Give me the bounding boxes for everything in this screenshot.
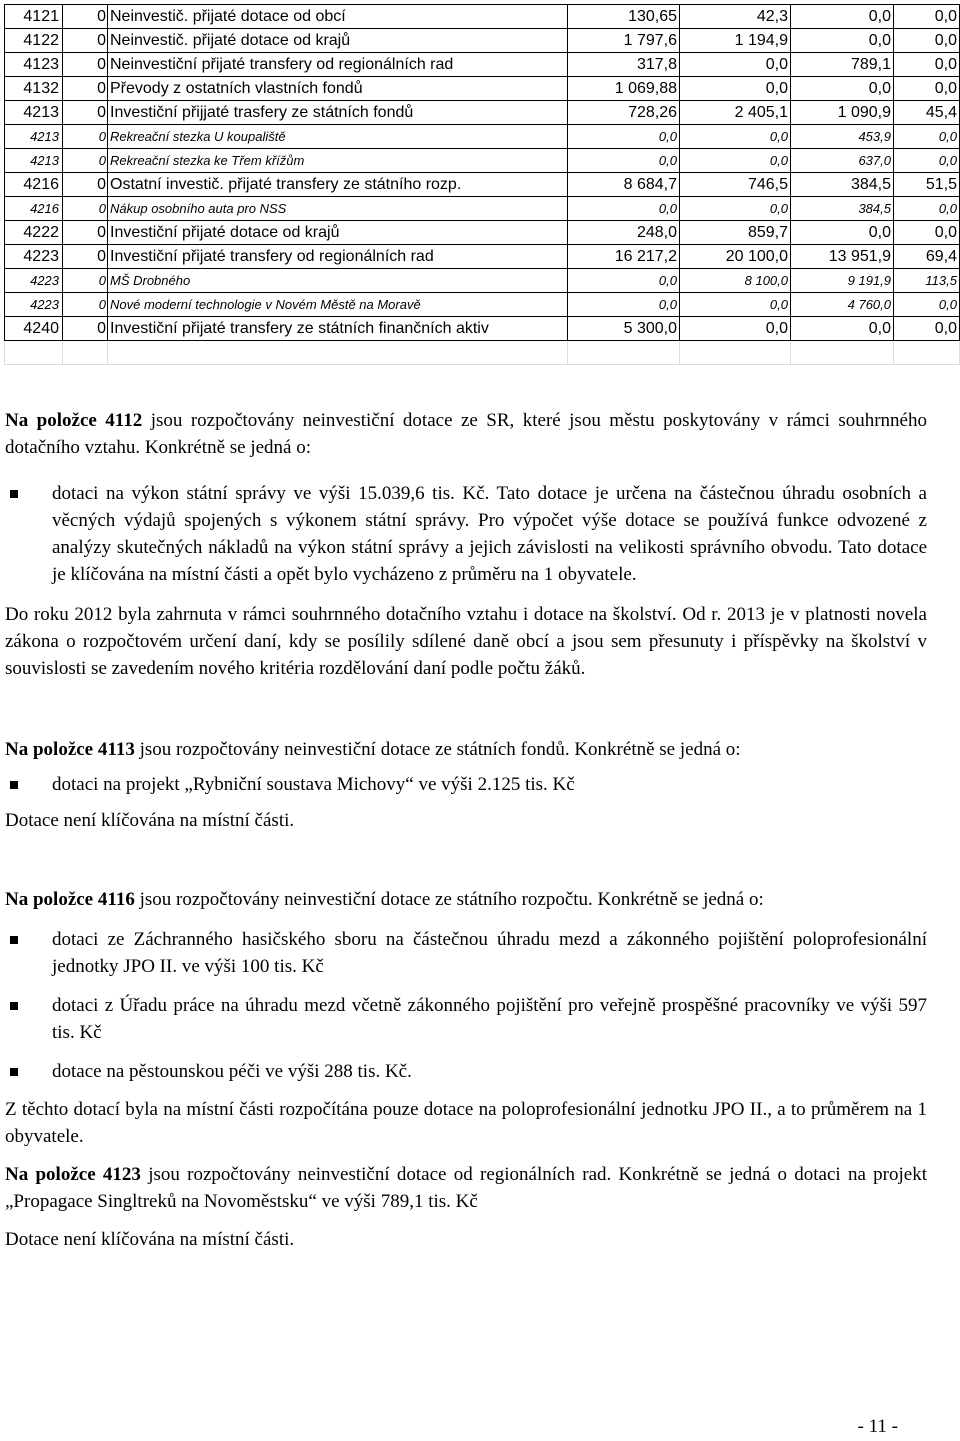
cell-value-2: 0,0 — [680, 77, 791, 101]
cell-paragraf: 4123 — [5, 53, 63, 77]
cell-value-1: 0,0 — [568, 197, 680, 221]
cell-paragraf: 4213 — [5, 101, 63, 125]
paragraph-text: jsou rozpočtovány neinvestiční dotace ze státního rozpočtu. Konkrétně se jedná o: — [134, 889, 764, 910]
cell-name: Neinvestiční přijaté transfery od regionálních rad — [108, 53, 568, 77]
cell-value-1: 1 069,88 — [568, 77, 680, 101]
cell-paragraf: 4122 — [5, 29, 63, 53]
cell-value-4: 0,0 — [894, 293, 960, 317]
cell-polozka: 0 — [63, 101, 108, 125]
bullet-icon — [10, 1002, 18, 1010]
table-cell-empty — [63, 341, 108, 365]
cell-value-4: 69,4 — [894, 245, 960, 269]
cell-value-2: 0,0 — [680, 125, 791, 149]
table-row — [5, 29, 960, 53]
cell-value-3: 13 951,9 — [791, 245, 894, 269]
cell-value-2: 859,7 — [680, 221, 791, 245]
paragraph-4112-note: Do roku 2012 byla zahrnuta v rámci souhrnného dotačního vztahu i dotace na školství. Od r. 2013 je v platnosti novela zákona o rozpočtovém určení daní, kdy se posílily sdílené daně obcí a jsou sem přesunuty i příspěvky na školství v souvislosti se zavedením nového kritéria rozdělování daní podle počtu žáků. — [5, 604, 927, 679]
list-item — [5, 926, 927, 980]
table-row — [5, 245, 960, 269]
cell-value-4: 0,0 — [894, 5, 960, 29]
cell-value-2: 20 100,0 — [680, 245, 791, 269]
bullet-list-4116 — [5, 926, 927, 1085]
cell-paragraf: 4240 — [5, 317, 63, 341]
cell-polozka: 0 — [63, 293, 108, 317]
cell-value-2: 0,0 — [680, 197, 791, 221]
cell-value-1: 8 684,7 — [568, 173, 680, 197]
list-item — [5, 1058, 927, 1085]
bullet-icon — [10, 781, 18, 789]
cell-value-2: 42,3 — [680, 5, 791, 29]
cell-polozka: 0 — [63, 77, 108, 101]
cell-polozka: 0 — [63, 269, 108, 293]
cell-value-1: 5 300,0 — [568, 317, 680, 341]
list-item-text: dotaci ze Záchranného hasičského sboru na částečnou úhradu mezd a zákonného pojištění poloprofesionální jednotky JPO II. ve výši 100 tis. Kč — [52, 929, 927, 977]
cell-value-4: 51,5 — [894, 173, 960, 197]
cell-value-2: 0,0 — [680, 53, 791, 77]
cell-value-2: 0,0 — [680, 149, 791, 173]
cell-value-4: 0,0 — [894, 197, 960, 221]
cell-polozka: 0 — [63, 29, 108, 53]
cell-name: Investiční přijaté transfery ze státních finančních aktiv — [108, 317, 568, 341]
cell-polozka: 0 — [63, 317, 108, 341]
list-item-text: dotace na pěstounskou péči ve výši 288 tis. Kč. — [52, 1061, 412, 1082]
cell-name: Investiční přijjaté trasfery ze státních fondů — [108, 101, 568, 125]
table-row-empty — [5, 341, 960, 365]
cell-value-4: 0,0 — [894, 77, 960, 101]
cell-value-2: 0,0 — [680, 317, 791, 341]
paragraph-text: jsou rozpočtovány neinvestiční dotace ze SR, které jsou městu poskytovány v rámci souhrnného dotačního vztahu. Konkrétně se jedná o: — [5, 410, 927, 458]
cell-value-1: 16 217,2 — [568, 245, 680, 269]
cell-value-3: 0,0 — [791, 317, 894, 341]
cell-name: Rekreační stezka U koupaliště — [108, 125, 568, 149]
cell-value-1: 728,26 — [568, 101, 680, 125]
cell-value-1: 1 797,6 — [568, 29, 680, 53]
cell-value-1: 0,0 — [568, 293, 680, 317]
cell-value-1: 0,0 — [568, 269, 680, 293]
document-body — [5, 407, 927, 1253]
cell-value-3: 0,0 — [791, 221, 894, 245]
paragraph-4123 — [5, 1161, 927, 1215]
cell-value-1: 248,0 — [568, 221, 680, 245]
table-row — [5, 125, 960, 149]
cell-value-3: 384,5 — [791, 173, 894, 197]
cell-polozka: 0 — [63, 5, 108, 29]
table-cell-empty — [791, 341, 894, 365]
cell-value-3: 0,0 — [791, 29, 894, 53]
cell-polozka: 0 — [63, 125, 108, 149]
cell-value-3: 637,0 — [791, 149, 894, 173]
table-row — [5, 197, 960, 221]
cell-name: Rekreační stezka ke Třem křížům — [108, 149, 568, 173]
paragraph-4112 — [5, 407, 927, 461]
cell-value-3: 1 090,9 — [791, 101, 894, 125]
cell-value-3: 4 760,0 — [791, 293, 894, 317]
paragraph-4116-note: Z těchto dotací byla na místní části rozpočítána pouze dotace na poloprofesionální jednotku JPO II., a to průměrem na 1 obyvatele. — [5, 1099, 927, 1147]
bullet-icon — [10, 936, 18, 944]
cell-value-3: 0,0 — [791, 5, 894, 29]
cell-polozka: 0 — [63, 245, 108, 269]
cell-value-4: 0,0 — [894, 317, 960, 341]
cell-value-2: 1 194,9 — [680, 29, 791, 53]
table-row — [5, 149, 960, 173]
bullet-list-4113 — [5, 771, 927, 798]
cell-value-3: 453,9 — [791, 125, 894, 149]
list-item-text: dotaci z Úřadu práce na úhradu mezd včetně zákonného pojištění pro veřejně prospěšné pracovníky ve výši 597 tis. Kč — [52, 995, 927, 1043]
cell-value-1: 130,65 — [568, 5, 680, 29]
cell-paragraf: 4223 — [5, 269, 63, 293]
budget-table-body — [5, 5, 960, 365]
cell-paragraf: 4222 — [5, 221, 63, 245]
cell-paragraf: 4223 — [5, 245, 63, 269]
cell-value-4: 0,0 — [894, 53, 960, 77]
list-item — [5, 480, 927, 588]
cell-polozka: 0 — [63, 149, 108, 173]
cell-name: MŠ Drobného — [108, 269, 568, 293]
cell-value-2: 0,0 — [680, 293, 791, 317]
cell-value-3: 0,0 — [791, 77, 894, 101]
cell-name: Ostatní investič. přijaté transfery ze státního rozp. — [108, 173, 568, 197]
table-row — [5, 101, 960, 125]
cell-name: Investiční přijaté transfery od regionálních rad — [108, 245, 568, 269]
paragraph-4116 — [5, 886, 927, 913]
cell-value-2: 746,5 — [680, 173, 791, 197]
cell-value-1: 317,8 — [568, 53, 680, 77]
cell-value-4: 45,4 — [894, 101, 960, 125]
item-lead: Na položce 4112 — [5, 410, 143, 431]
cell-paragraf: 4216 — [5, 173, 63, 197]
paragraph-text: jsou rozpočtovány neinvestiční dotace od regionálních rad. Konkrétně se jedná o dotaci na projekt „Propagace Singltreků na Novoměstsku“ ve výši 789,1 tis. Kč — [5, 1164, 928, 1212]
cell-value-3: 9 191,9 — [791, 269, 894, 293]
bullet-icon — [10, 1068, 18, 1076]
paragraph-text: jsou rozpočtovány neinvestiční dotace ze státních fondů. Konkrétně se jedná o: — [134, 739, 741, 760]
cell-polozka: 0 — [63, 173, 108, 197]
table-row — [5, 173, 960, 197]
bullet-list-4112 — [5, 480, 927, 588]
cell-name: Neinvestič. přijaté dotace od obcí — [108, 5, 568, 29]
cell-paragraf: 4132 — [5, 77, 63, 101]
paragraph-4123-note: Dotace není klíčována na místní části. — [5, 1229, 295, 1250]
page-number: - 11 - — [857, 1416, 898, 1437]
table-row — [5, 269, 960, 293]
table-cell-empty — [894, 341, 960, 365]
cell-value-1: 0,0 — [568, 149, 680, 173]
list-item — [5, 992, 927, 1046]
cell-name: Převody z ostatních vlastních fondů — [108, 77, 568, 101]
table-row — [5, 53, 960, 77]
cell-name: Neinvestič. přijaté dotace od krajů — [108, 29, 568, 53]
list-item — [5, 771, 927, 798]
cell-polozka: 0 — [63, 53, 108, 77]
table-cell-empty — [108, 341, 568, 365]
table-row — [5, 77, 960, 101]
table-row — [5, 293, 960, 317]
cell-polozka: 0 — [63, 221, 108, 245]
list-item-text: dotaci na výkon státní správy ve výši 15.039,6 tis. Kč. Tato dotace je určena na částečnou úhradu osobních a věcných výdajů spojených s výkonem státní správy. Pro výpočet výše dotace se používá funkce odvozené z analýzy skutečných nákladů na výkon státní správy a jejich závislosti na velikosti správního obvodu. Tato dotace je klíčována na místní části a opět bylo vycházeno z průměru na 1 obyvatele. — [52, 483, 927, 585]
cell-value-4: 0,0 — [894, 149, 960, 173]
cell-value-4: 0,0 — [894, 221, 960, 245]
cell-paragraf: 4213 — [5, 149, 63, 173]
cell-value-1: 0,0 — [568, 125, 680, 149]
cell-value-3: 789,1 — [791, 53, 894, 77]
table-cell-empty — [5, 341, 63, 365]
item-lead: Na položce 4116 — [5, 889, 135, 910]
cell-name: Nákup osobního auta pro NSS — [108, 197, 568, 221]
cell-value-4: 0,0 — [894, 125, 960, 149]
table-cell-empty — [568, 341, 680, 365]
budget-table — [4, 4, 960, 365]
cell-name: Investiční přijaté dotace od krajů — [108, 221, 568, 245]
paragraph-4113 — [5, 736, 927, 763]
table-cell-empty — [680, 341, 791, 365]
item-lead: Na položce 4123 — [5, 1164, 141, 1185]
bullet-icon — [10, 490, 18, 498]
cell-value-2: 8 100,0 — [680, 269, 791, 293]
cell-paragraf: 4216 — [5, 197, 63, 221]
item-lead: Na položce 4113 — [5, 739, 135, 760]
table-row — [5, 221, 960, 245]
cell-value-2: 2 405,1 — [680, 101, 791, 125]
cell-value-4: 0,0 — [894, 29, 960, 53]
table-row — [5, 317, 960, 341]
cell-paragraf: 4213 — [5, 125, 63, 149]
cell-value-3: 384,5 — [791, 197, 894, 221]
table-row — [5, 5, 960, 29]
cell-name: Nové moderní technologie v Novém Městě na Moravě — [108, 293, 568, 317]
cell-paragraf: 4223 — [5, 293, 63, 317]
cell-value-4: 113,5 — [894, 269, 960, 293]
paragraph-4113-note: Dotace není klíčována na místní části. — [5, 810, 295, 831]
list-item-text: dotaci na projekt „Rybniční soustava Michovy“ ve výši 2.125 tis. Kč — [52, 774, 575, 795]
cell-polozka: 0 — [63, 197, 108, 221]
cell-paragraf: 4121 — [5, 5, 63, 29]
